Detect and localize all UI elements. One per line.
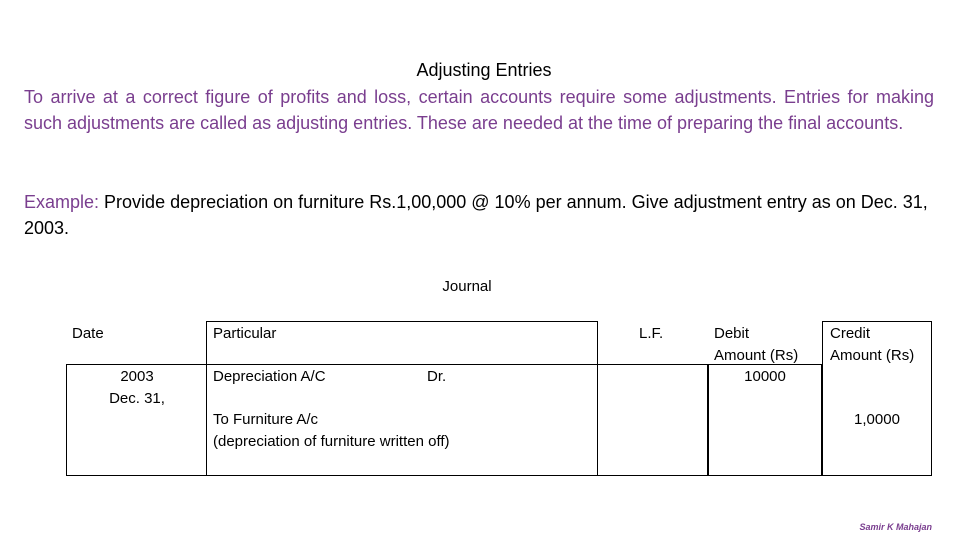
entry-dr-mark: Dr. bbox=[427, 368, 447, 385]
intro-paragraph: To arrive at a correct figure of profits and loss, certain accounts require some adjustments. Entries for making such adjustments are called as adjusting entries. These are needed at the time of preparing the final accounts. bbox=[24, 87, 934, 133]
header-date: Date bbox=[72, 325, 104, 342]
journal-title: Journal bbox=[442, 278, 492, 295]
entry-debit-account: Depreciation A/C bbox=[213, 368, 326, 385]
header-debit bbox=[708, 323, 816, 367]
entry-date bbox=[98, 366, 176, 410]
header-lf: L.F. bbox=[639, 325, 664, 342]
header-debit-line2: Amount (Rs) bbox=[714, 347, 799, 364]
header-debit-line1: Debit bbox=[714, 325, 750, 342]
header-particular: Particular bbox=[213, 325, 277, 342]
entry-credit-account: To Furniture A/c bbox=[213, 411, 319, 428]
entry-date-day: Dec. 31, bbox=[109, 390, 165, 407]
header-credit-line2: Amount (Rs) bbox=[830, 347, 915, 364]
slide-title: Adjusting Entries bbox=[416, 60, 552, 80]
entry-narration: (depreciation of furniture written off) bbox=[213, 433, 450, 450]
entry-debit-amount: 10000 bbox=[744, 368, 786, 385]
footer-signature: Samir K Mahajan bbox=[859, 522, 932, 532]
entry-date-year: 2003 bbox=[120, 368, 154, 385]
example-label: Example: bbox=[24, 192, 100, 212]
header-credit bbox=[830, 323, 930, 367]
example-text: Provide depreciation on furniture Rs.1,00,000 @ 10% per annum. Give adjustment entry as on Dec. 31, 2003. bbox=[24, 192, 928, 238]
header-credit-line1: Credit bbox=[830, 325, 871, 342]
entry-credit-amount: 1,0000 bbox=[854, 411, 900, 428]
